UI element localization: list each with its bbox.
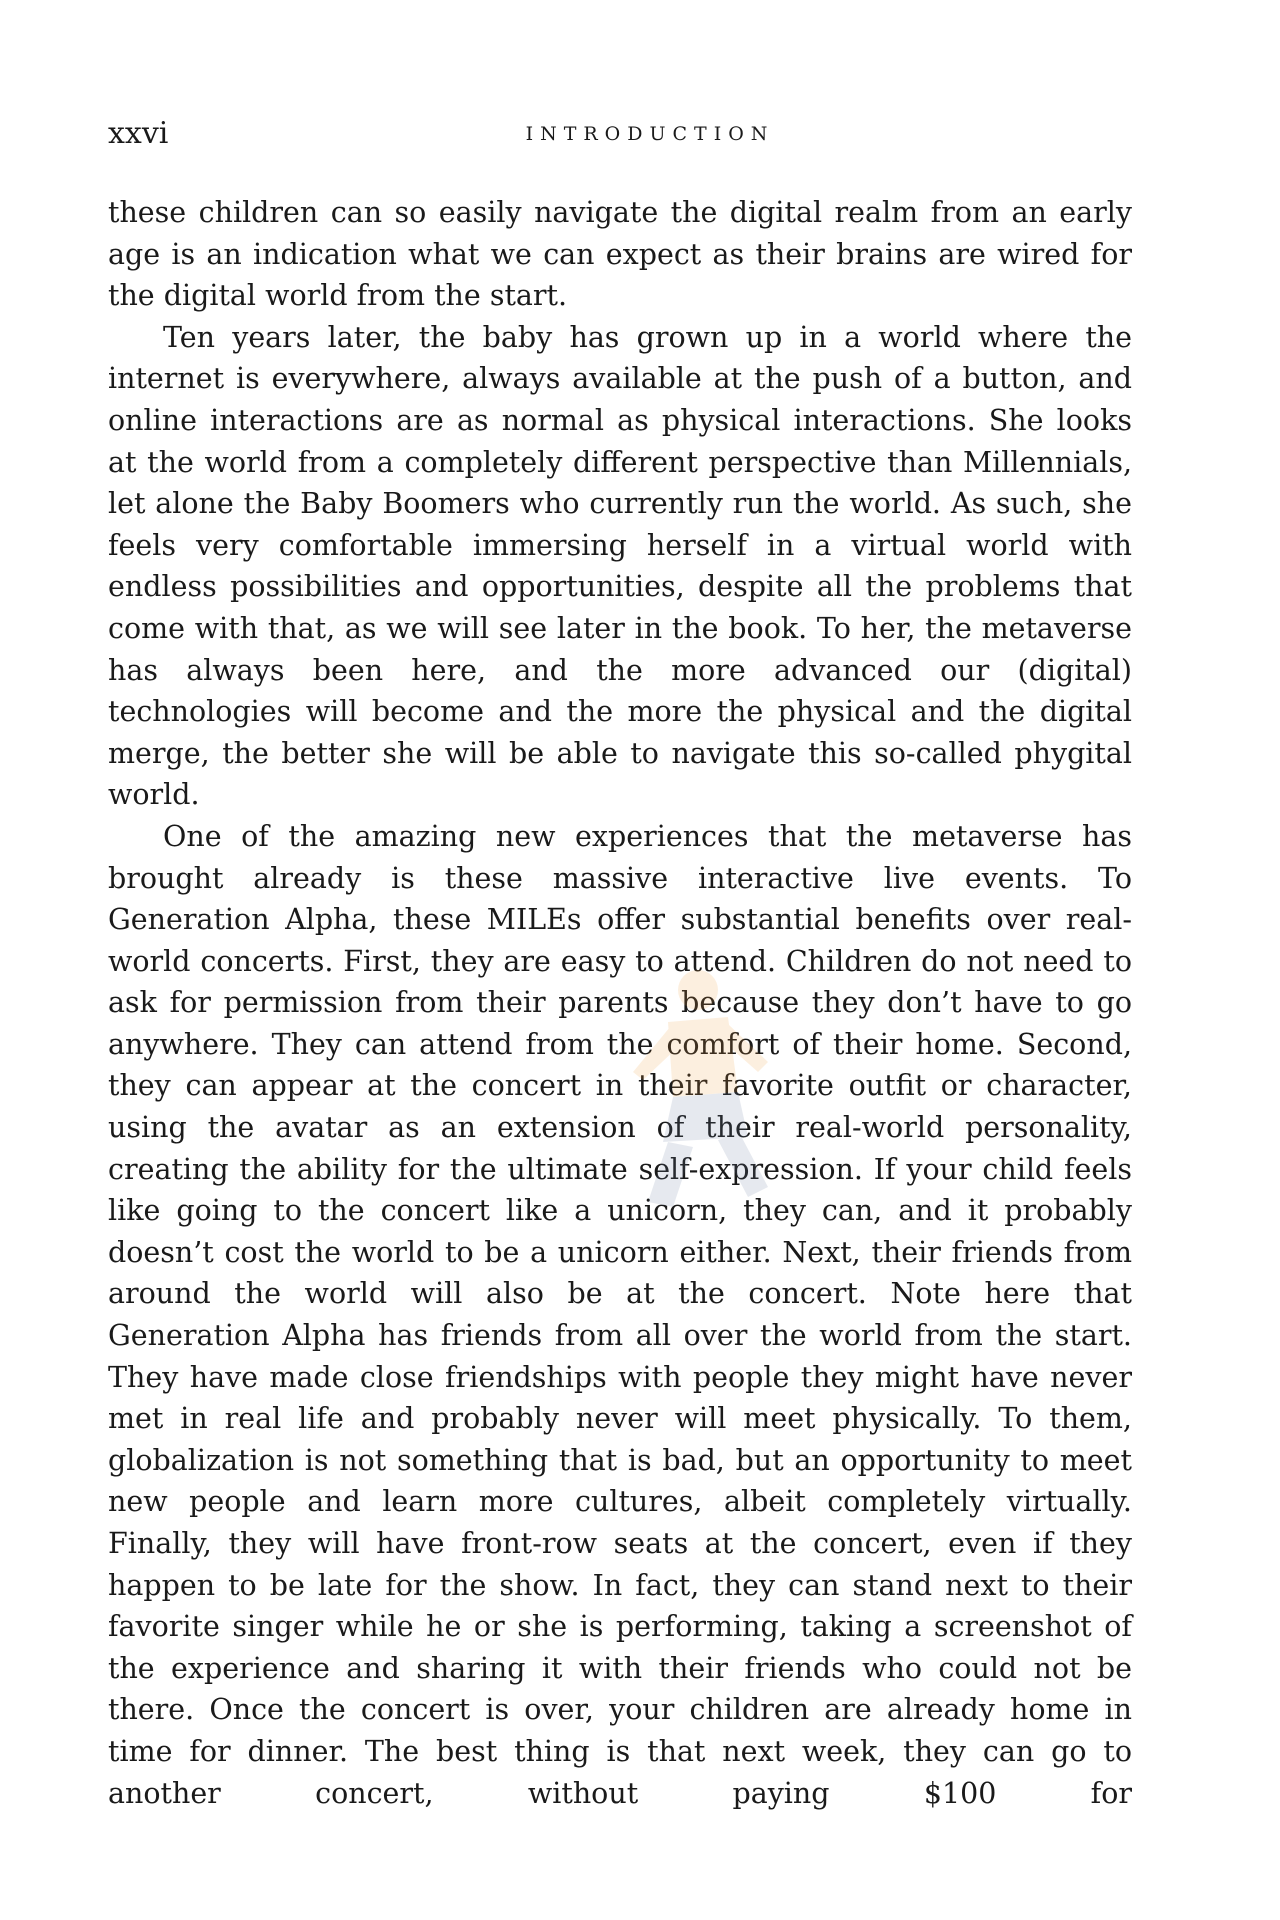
paragraph-ten-years-later: Ten years later, the baby has grown up in a world where the internet is everywhere, always available at the push of a button, and online interactions are as normal as physical interactions. She looks at the world from a completely different perspective than Millennials, let alone the Baby Boomers who currently run the world. As such, she feels very comfortable immersing herself in a virtual world with endless possibilities and opportunities, despite all the problems that come with that, as we will see later in the book. To her, the metaverse has always been here, and the more advanced our (digital) technologies will become and the more the physical and the digital merge, the better she will be able to navigate this so-called phygital world. [108,320,1132,812]
page-number: xxvi [108,116,169,151]
body-text [108,192,1132,1814]
book-page [108,112,1132,1810]
paragraph-continued: these children can so easily navigate the digital realm from an early age is an indication what we can expect as their brains are wired for the digital world from the start. [108,196,1132,313]
chapter-title: INTRODUCTION [525,123,775,145]
paragraph-live-events: One of the amazing new experiences that the metaverse has brought already is these massive interactive live events. To Generation Alpha, these MILEs offer substantial benefits over real-world concerts. First, they are easy to attend. Children do not need to ask for permission from their parents because they don’t have to go anywhere. They can attend from the comfort of their home. Second, they can appear at the concert in their favorite outfit or character, using the avatar as an extension of their real-world personality, creating the ability for the ultimate self-expression. If your child feels like going to the concert like a unicorn, they can, and it probably doesn’t cost the world to be a unicorn either. Next, their friends from around the world will also be at the concert. Note here that Generation Alpha has friends from all over the world from the start. They have made close friendships with people they might have never met in real life and probably never will meet physically. To them, globalization is not something that is bad, but an opportunity to meet new people and learn more cultures, albeit completely virtually. Finally, they will have front-row seats at the concert, even if they happen to be late for the show. In fact, they can stand next to their favorite singer while he or she is performing, taking a screenshot of the experience and sharing it with their friends who could not be there. Once the concert is over, your children are already home in time for dinner. The best thing is that next week, they can go to another concert, without paying $100 for [108,819,1132,1810]
running-head [108,112,1132,172]
